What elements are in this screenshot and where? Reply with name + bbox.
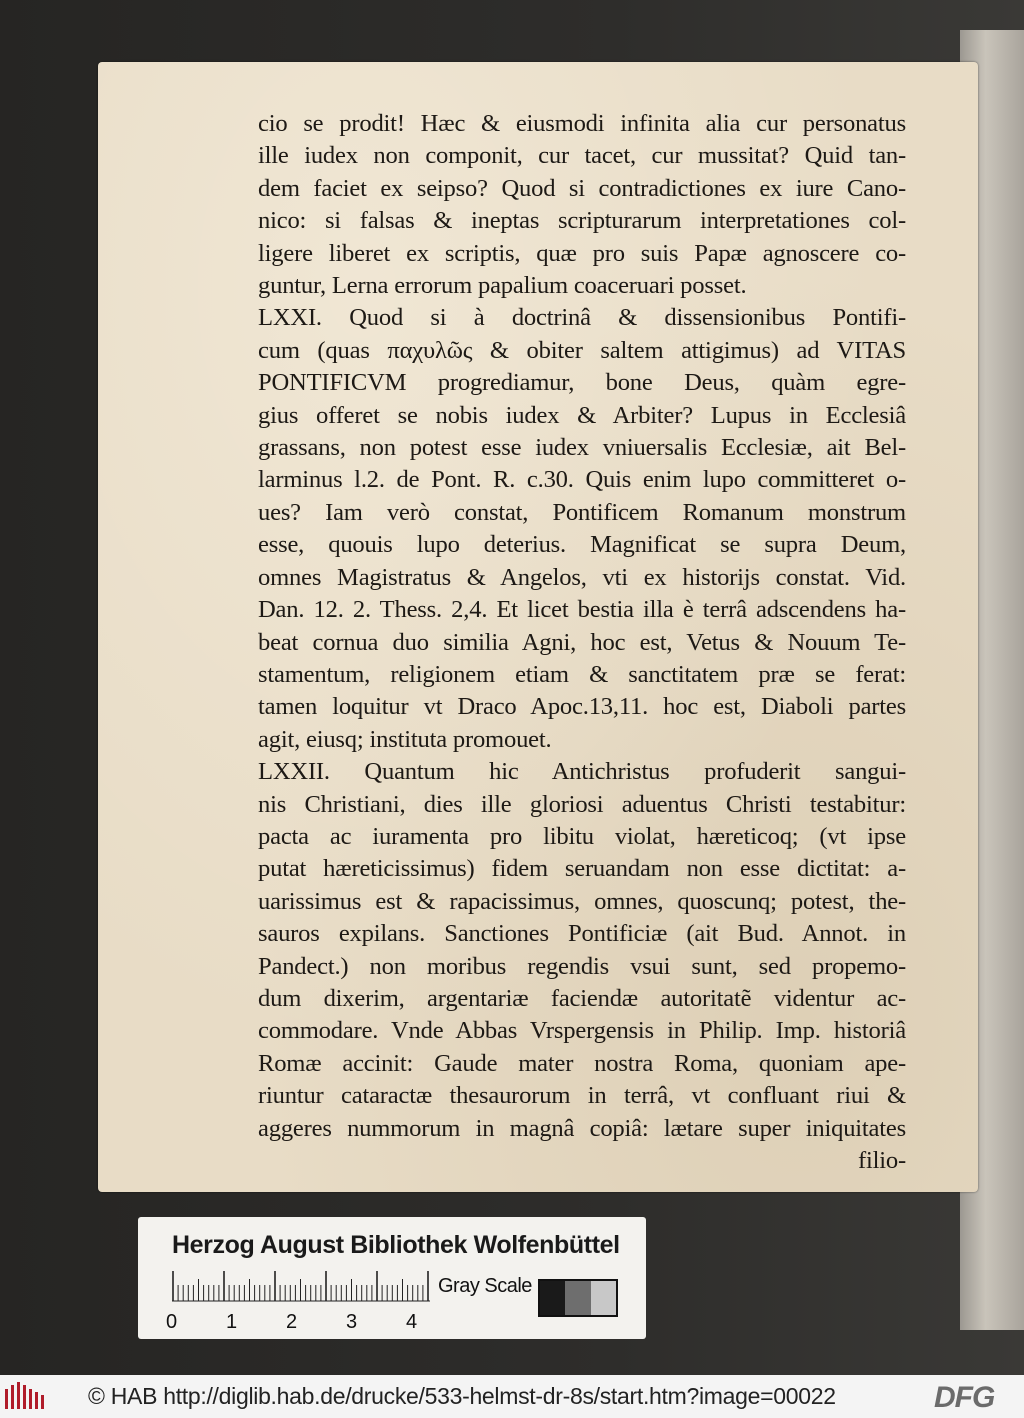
text-line: stamentum, religionem etiam & sanctitatem præ se ferat: — [258, 660, 906, 688]
text-line: uarissimus est & rapacissimus, omnes, quoscunq; potest, the- — [258, 887, 906, 915]
text-line: sauros expilans. Sanctiones Pontificiæ (ait Bud. Annot. in — [258, 920, 906, 948]
text-line: Pandect.) non moribus regendis vsui sunt, sed propemo- — [258, 952, 906, 980]
text-line: Dan. 12. 2. Thess. 2,4. Et licet bestia illa è terrâ adscendens ha- — [258, 596, 906, 624]
text-line: esse, quouis lupo deterius. Magnificat se supra Deum, — [258, 531, 906, 559]
gray-scale-swatches — [538, 1279, 618, 1317]
text-line: ues? Iam verò constat, Pontificem Romanum monstrum — [258, 498, 906, 526]
text-line: PONTIFICVM progrediamur, bone Deus, quàm egre- — [258, 369, 906, 397]
text-line: nis Christiani, dies ille gloriosi aduentus Christi testabitur: — [258, 790, 906, 818]
ruler-labels — [166, 1311, 426, 1335]
viewer-footer — [0, 1375, 1024, 1418]
ruler-label: 4 — [406, 1311, 418, 1333]
text-line: guntur, Lerna errorum papalium coaceruari posset. — [258, 272, 747, 300]
text-line: putat hæreticissimus) fidem seruandam non esse dictitat: a- — [258, 855, 906, 883]
text-line: nico: si falsas & ineptas scripturarum interpretationes col- — [258, 207, 906, 235]
text-line: Romæ accinit: Gaude mater nostra Roma, quoniam ape- — [258, 1049, 906, 1077]
text-line: riuntur cataractæ thesaurorum in terrâ, vt confluant riui & — [258, 1082, 906, 1110]
text-line: agit, eiusq; instituta promouet. — [258, 725, 552, 753]
text-line: filio- — [858, 1147, 906, 1174]
text-line: LXXI. Quod si à doctrinâ & dissensionibus Pontifi- — [258, 304, 906, 332]
text-line: cum (quas παχυλῶς & obiter saltem attigimus) ad VITAS — [258, 336, 906, 364]
ruler-label: 3 — [346, 1311, 358, 1333]
page-text — [258, 108, 906, 1177]
text-line: cio se prodit! Hæc & eiusmodi infinita alia cur personatus — [258, 110, 906, 137]
text-line: aggeres nummorum in magnâ copiâ: lætare super iniquitates — [258, 1114, 906, 1142]
gray-scale-label: Gray Scale — [438, 1275, 532, 1297]
dfg-logo: DFG — [934, 1381, 995, 1414]
gray-swatch — [565, 1281, 590, 1315]
text-line: commodare. Vnde Abbas Vrspergensis in Philip. Imp. historiâ — [258, 1017, 906, 1045]
text-line: tamen loquitur vt Draco Apoc.13,11. hoc est, Diaboli partes — [258, 693, 906, 721]
hab-logo-icon — [4, 1381, 48, 1413]
text-line: pacta ac iuramenta pro libitu violat, hæreticoq; (vt ipse — [258, 822, 906, 850]
ruler-label: 1 — [226, 1311, 238, 1333]
text-line: LXXII. Quantum hic Antichristus profuderit sangui- — [258, 758, 906, 786]
gray-swatch — [591, 1281, 616, 1315]
library-name: Herzog August Bibliothek Wolfenbüttel — [172, 1231, 620, 1259]
text-line: ille iudex non componit, cur tacet, cur mussitat? Quid tan- — [258, 142, 906, 170]
text-line: ligere liberet ex scriptis, quæ pro suis Papæ agnoscere co- — [258, 239, 906, 267]
text-line: larminus l.2. de Pont. R. c.30. Quis enim lupo committeret o- — [258, 466, 906, 494]
text-line: gius offeret se nobis iudex & Arbiter? Lupus in Ecclesiâ — [258, 401, 906, 429]
ruler-label: 2 — [286, 1311, 298, 1333]
text-line: beat cornua duo similia Agni, hoc est, Vetus & Nouum Te- — [258, 628, 906, 656]
text-line: grassans, non potest esse iudex vniuersalis Ecclesiæ, ait Bel- — [258, 434, 906, 462]
copyright-url-text[interactable]: © HAB http://diglib.hab.de/drucke/533-helmst-dr-8s/start.htm?image=00022 — [88, 1383, 836, 1409]
text-line: omnes Magistratus & Angelos, vti ex historijs constat. Vid. — [258, 563, 906, 591]
text-line: dem faciet ex seipso? Quod si contradictiones ex iure Cano- — [258, 174, 906, 202]
color-calibration-card — [138, 1217, 646, 1339]
text-line: dum dixerim, argentariæ faciendæ autoritatẽ videntur ac- — [258, 984, 906, 1012]
gray-swatch — [540, 1281, 565, 1315]
ruler-label: 0 — [166, 1311, 178, 1333]
